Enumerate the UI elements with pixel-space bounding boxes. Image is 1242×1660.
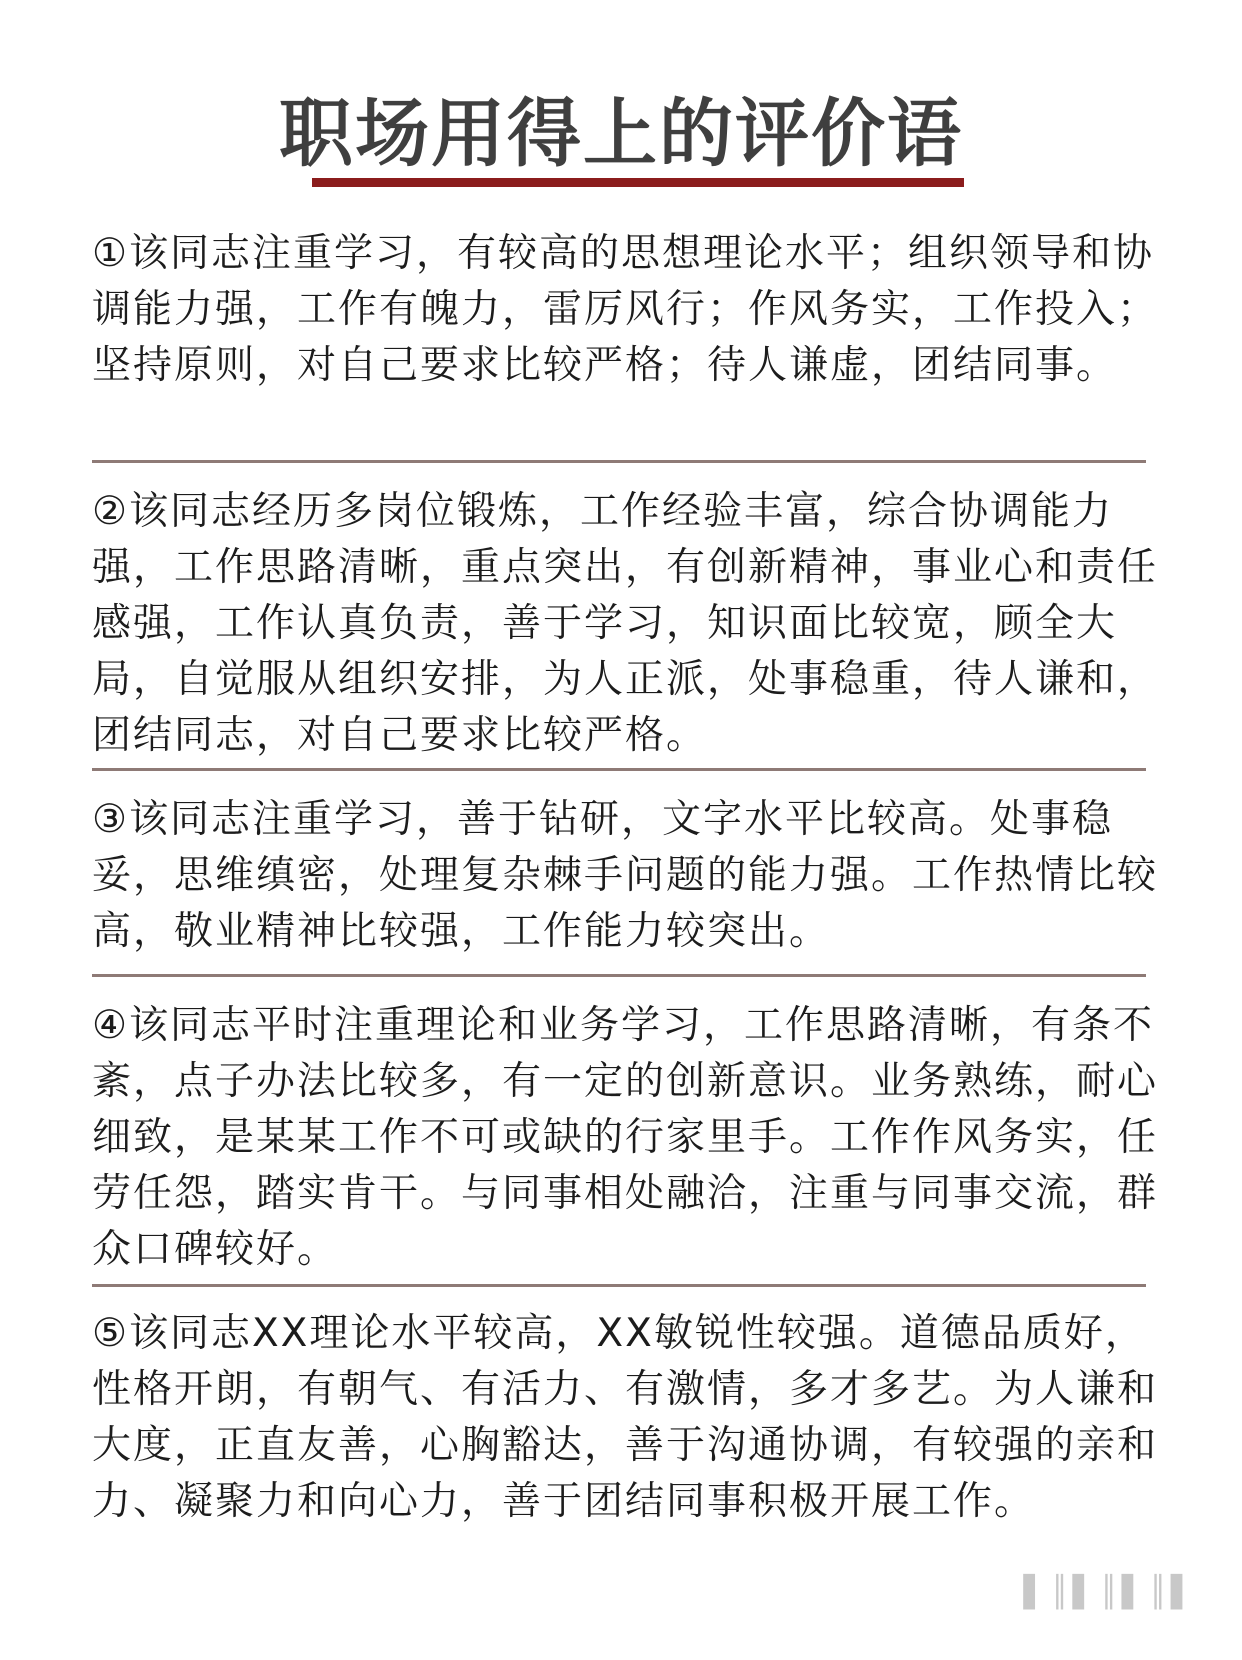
evaluation-item-2: ②该同志经历多岗位锻炼，工作经验丰富，综合协调能力强，工作思路清晰，重点突出，有创新精神，事业心和责任感强，工作认真负责，善于学习，知识面比较宽，顾全大局，自觉服从组织安排，为人正派，处事稳重，待人谦和，团结同志，对自己要求比较严格。 [92, 489, 1159, 758]
watermark-bars: ▌║▌║▌║▌ [1023, 1575, 1198, 1610]
divider-1 [92, 460, 1146, 463]
evaluation-item-4: ④该同志平时注重理论和业务学习，工作思路清晰，有条不紊，点子办法比较多，有一定的创新意识。业务熟练，耐心细致，是某某工作不可或缺的行家里手。工作作风务实，任劳任怨，踏实肯干。与同事相处融洽，注重与同事交流，群众口碑较好。 [92, 1003, 1159, 1272]
title-underline [312, 178, 964, 187]
evaluation-item-5: ⑤该同志XX理论水平较高，XX敏锐性较强。道德品质好，性格开朗，有朝气、有活力、有激情，多才多艺。为人谦和大度，正直友善，心胸豁达，善于沟通协调，有较强的亲和力、凝聚力和向心力，善于团结同事积极开展工作。 [92, 1311, 1159, 1524]
divider-3 [92, 974, 1146, 977]
divider-2 [92, 768, 1146, 771]
page-title: 职场用得上的评价语 [279, 91, 963, 177]
evaluation-item-1: ①该同志注重学习，有较高的思想理论水平；组织领导和协调能力强，工作有魄力，雷厉风行；作风务实，工作投入；坚持原则，对自己要求比较严格；待人谦虚，团结同事。 [92, 231, 1159, 388]
evaluation-item-3: ③该同志注重学习，善于钻研，文字水平比较高。处事稳妥，思维缜密，处理复杂棘手问题的能力强。工作热情比较高，敬业精神比较强，工作能力较突出。 [92, 797, 1159, 954]
divider-4 [92, 1284, 1146, 1287]
